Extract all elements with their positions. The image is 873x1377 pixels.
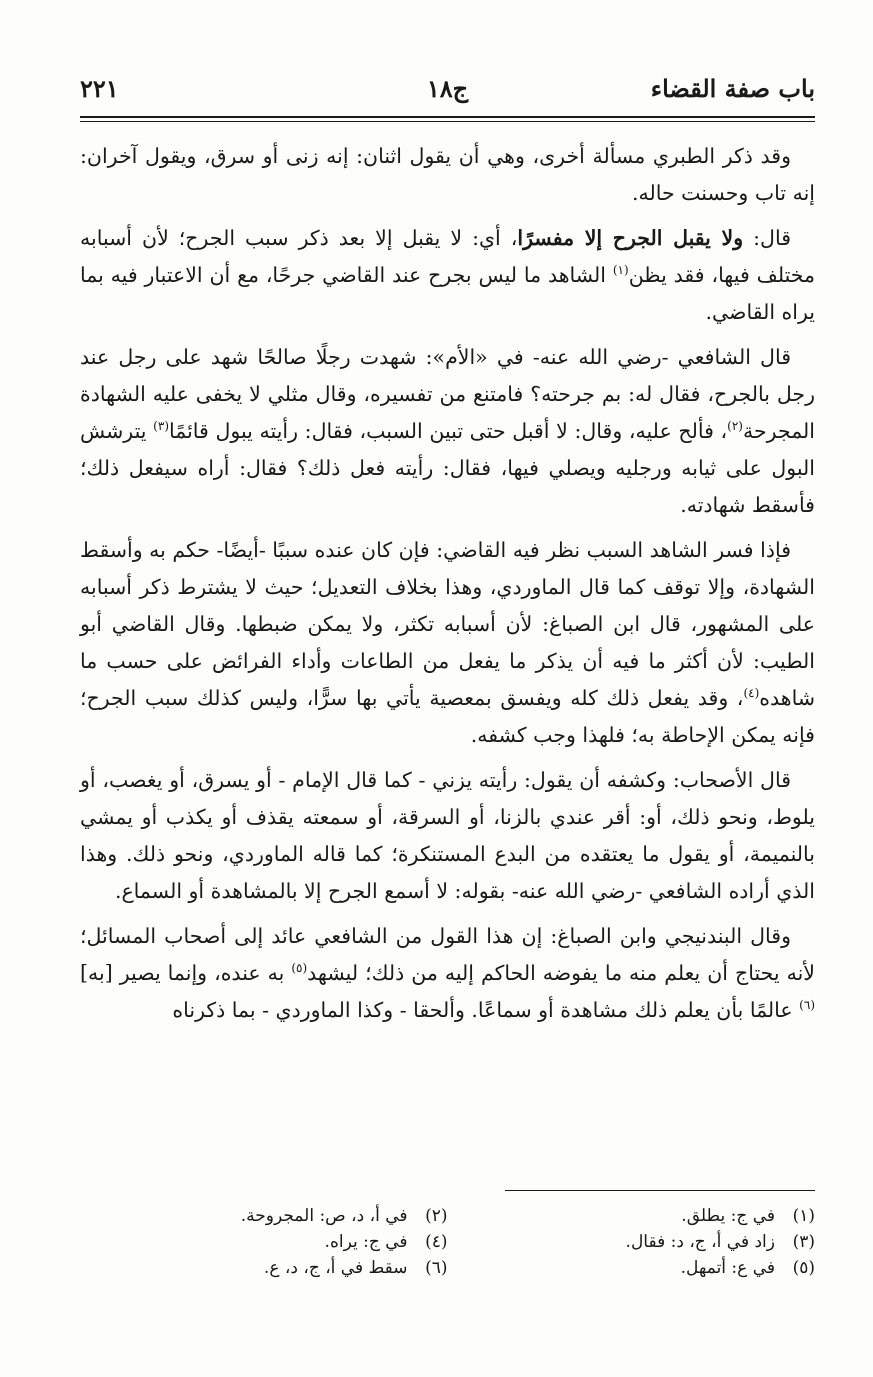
running-header xyxy=(80,70,815,114)
footnote-number: (٦) xyxy=(425,1258,448,1278)
paragraph-1 xyxy=(80,138,815,212)
footnote-item xyxy=(448,1229,816,1255)
footnote-text: زاد في أ، ج، د: فقال. xyxy=(625,1232,775,1252)
footnote-ref: (٢) xyxy=(727,419,743,434)
paragraph-text: به عنده، وإنما يصير [به] xyxy=(80,961,292,985)
header-rule-thick xyxy=(80,116,815,118)
footnote-ref: (٤) xyxy=(743,686,760,701)
paragraph-5 xyxy=(80,762,815,910)
footnote-text: في ج: يراه. xyxy=(324,1232,408,1252)
footnote-number: (١) xyxy=(792,1206,815,1226)
footnote-item xyxy=(448,1255,816,1281)
volume-label: ج١٨ xyxy=(426,74,469,103)
footnote-number: (٤) xyxy=(425,1232,448,1252)
footnote-ref: (١) xyxy=(612,263,629,278)
footnote-ref: (٦) xyxy=(799,998,815,1013)
footnote-separator xyxy=(505,1190,815,1191)
footnote-item xyxy=(80,1203,448,1229)
footnote-text: في أ، د، ص: المجروحة. xyxy=(240,1206,408,1226)
paragraph-text: وقد ذكر الطبري مسألة أخرى، وهي أن يقول اثنان: إنه زنى أو سرق، ويقول آخران: إنه تاب وحسنت حاله. xyxy=(80,144,815,205)
footnote-row xyxy=(80,1203,815,1229)
page-number: ٢٢١ xyxy=(80,74,119,103)
footnote-item xyxy=(80,1229,448,1255)
paragraph-text: وقال البندنيجي وابن الصباغ: إن هذا القول من الشافعي عائد إلى أصحاب المسائل؛ لأنه يحتاج أن يعلم منه ما يفوضه الحاكم إليه من ذلك؛ ليشهد xyxy=(80,924,815,985)
footnote-text: سقط في أ، ج، د، ع. xyxy=(263,1258,408,1278)
paragraph-text: الشاهد ما ليس بجرح عند القاضي جرحًا، مع أن الاعتبار فيه بما يراه القاضي. xyxy=(80,263,815,324)
footnote-item xyxy=(80,1255,448,1281)
paragraph-text: قال الأصحاب: وكشفه أن يقول: رأيته يزني - كما قال الإمام - أو يسرق، أو يغصب، أو يلوط، ونحو ذلك، أو: أقر عندي بالزنا، أو السرقة، أو سمعته يقذف أو يكذب أو يمشي بالنميمة، أو يقول ما يعتقده من البدع المستنكرة؛ كما قاله الماوردي، ونحو ذلك. وهذا الذي أراده الشافعي -رضي الله عنه- بقوله: لا أسمع الجرح إلا بالمشاهدة أو السماع. xyxy=(80,768,815,903)
paragraph-4 xyxy=(80,532,815,754)
footnote-row xyxy=(80,1229,815,1255)
paragraph-2 xyxy=(80,220,815,331)
paragraph-6 xyxy=(80,918,815,1029)
footnote-row xyxy=(80,1255,815,1281)
footnote-ref: (٥) xyxy=(291,961,308,976)
footnote-number: (٢) xyxy=(425,1206,448,1226)
header-rule-thin xyxy=(80,121,815,122)
main-text xyxy=(80,138,815,1037)
footnote-text: في ج: يطلق. xyxy=(681,1206,775,1226)
paragraph-text: ، وقد يفعل ذلك كله ويفسق بمعصية يأتي بها سرًّا، وليس كذلك سبب الجرح؛ فإنه يمكن الإحاطة به؛ فلهذا وجب كشفه. xyxy=(80,686,815,747)
paragraph-3 xyxy=(80,339,815,524)
footnote-ref: (٣) xyxy=(153,419,169,434)
paragraph-text: قال: xyxy=(743,226,791,250)
footnote-item xyxy=(448,1203,816,1229)
footnotes xyxy=(80,1203,815,1281)
paragraph-text: ، أي: لا يقبل إلا بعد ذكر سبب الجرح؛ لأن أسبابه مختلف فيها، فقد يظن xyxy=(80,226,816,287)
paragraph-text: قال الشافعي -رضي الله عنه- في «الأم»: شهدت رجلًا صالحًا شهد على رجل عند رجل بالجرح، فقال له: بم جرحته؟ فامتنع من تفسيره، وقال مثلي لا يخفى عليه الشهادة المجرحة xyxy=(80,345,815,443)
paragraph-text: فإذا فسر الشاهد السبب نظر فيه القاضي: فإن كان عنده سببًا -أيضًا- حكم به وأسقط الشهادة، وإلا توقف كما قال الماوردي، وهذا بخلاف التعديل؛ حيث لا يشترط ذكر أسبابه على المشهور، قال ابن الصباغ: لأن أسبابه تكثر، ولا يمكن ضبطها. وقال القاضي أبو الطيب: لأن أكثر ما فيه أن يذكر ما يفعل من الطاعات وأداء الفرائض على حسب ما شاهده xyxy=(80,538,815,710)
bold-matn-text: ولا يقبل الجرح إلا مفسرًا xyxy=(517,226,744,250)
chapter-title: باب صفة القضاء xyxy=(650,74,815,103)
paragraph-text: ، فألح عليه، وقال: لا أقبل حتى تبين السبب، فقال: رأيته يبول قائمًا xyxy=(169,419,728,443)
footnote-number: (٣) xyxy=(792,1232,815,1252)
footnote-text: في ع: أتمهل. xyxy=(680,1258,775,1278)
paragraph-text: يترشش البول على ثيابه ورجليه ويصلي فيها، فقال: رأيته فعل ذلك؟ فقال: أراه سيفعل ذلك؛ فأسقط شهادته. xyxy=(80,419,815,517)
paragraph-text: عالمًا بأن يعلم ذلك مشاهدة أو سماعًا. وألحقا - وكذا الماوردي - بما ذكرناه xyxy=(172,998,800,1022)
footnote-number: (٥) xyxy=(792,1258,815,1278)
